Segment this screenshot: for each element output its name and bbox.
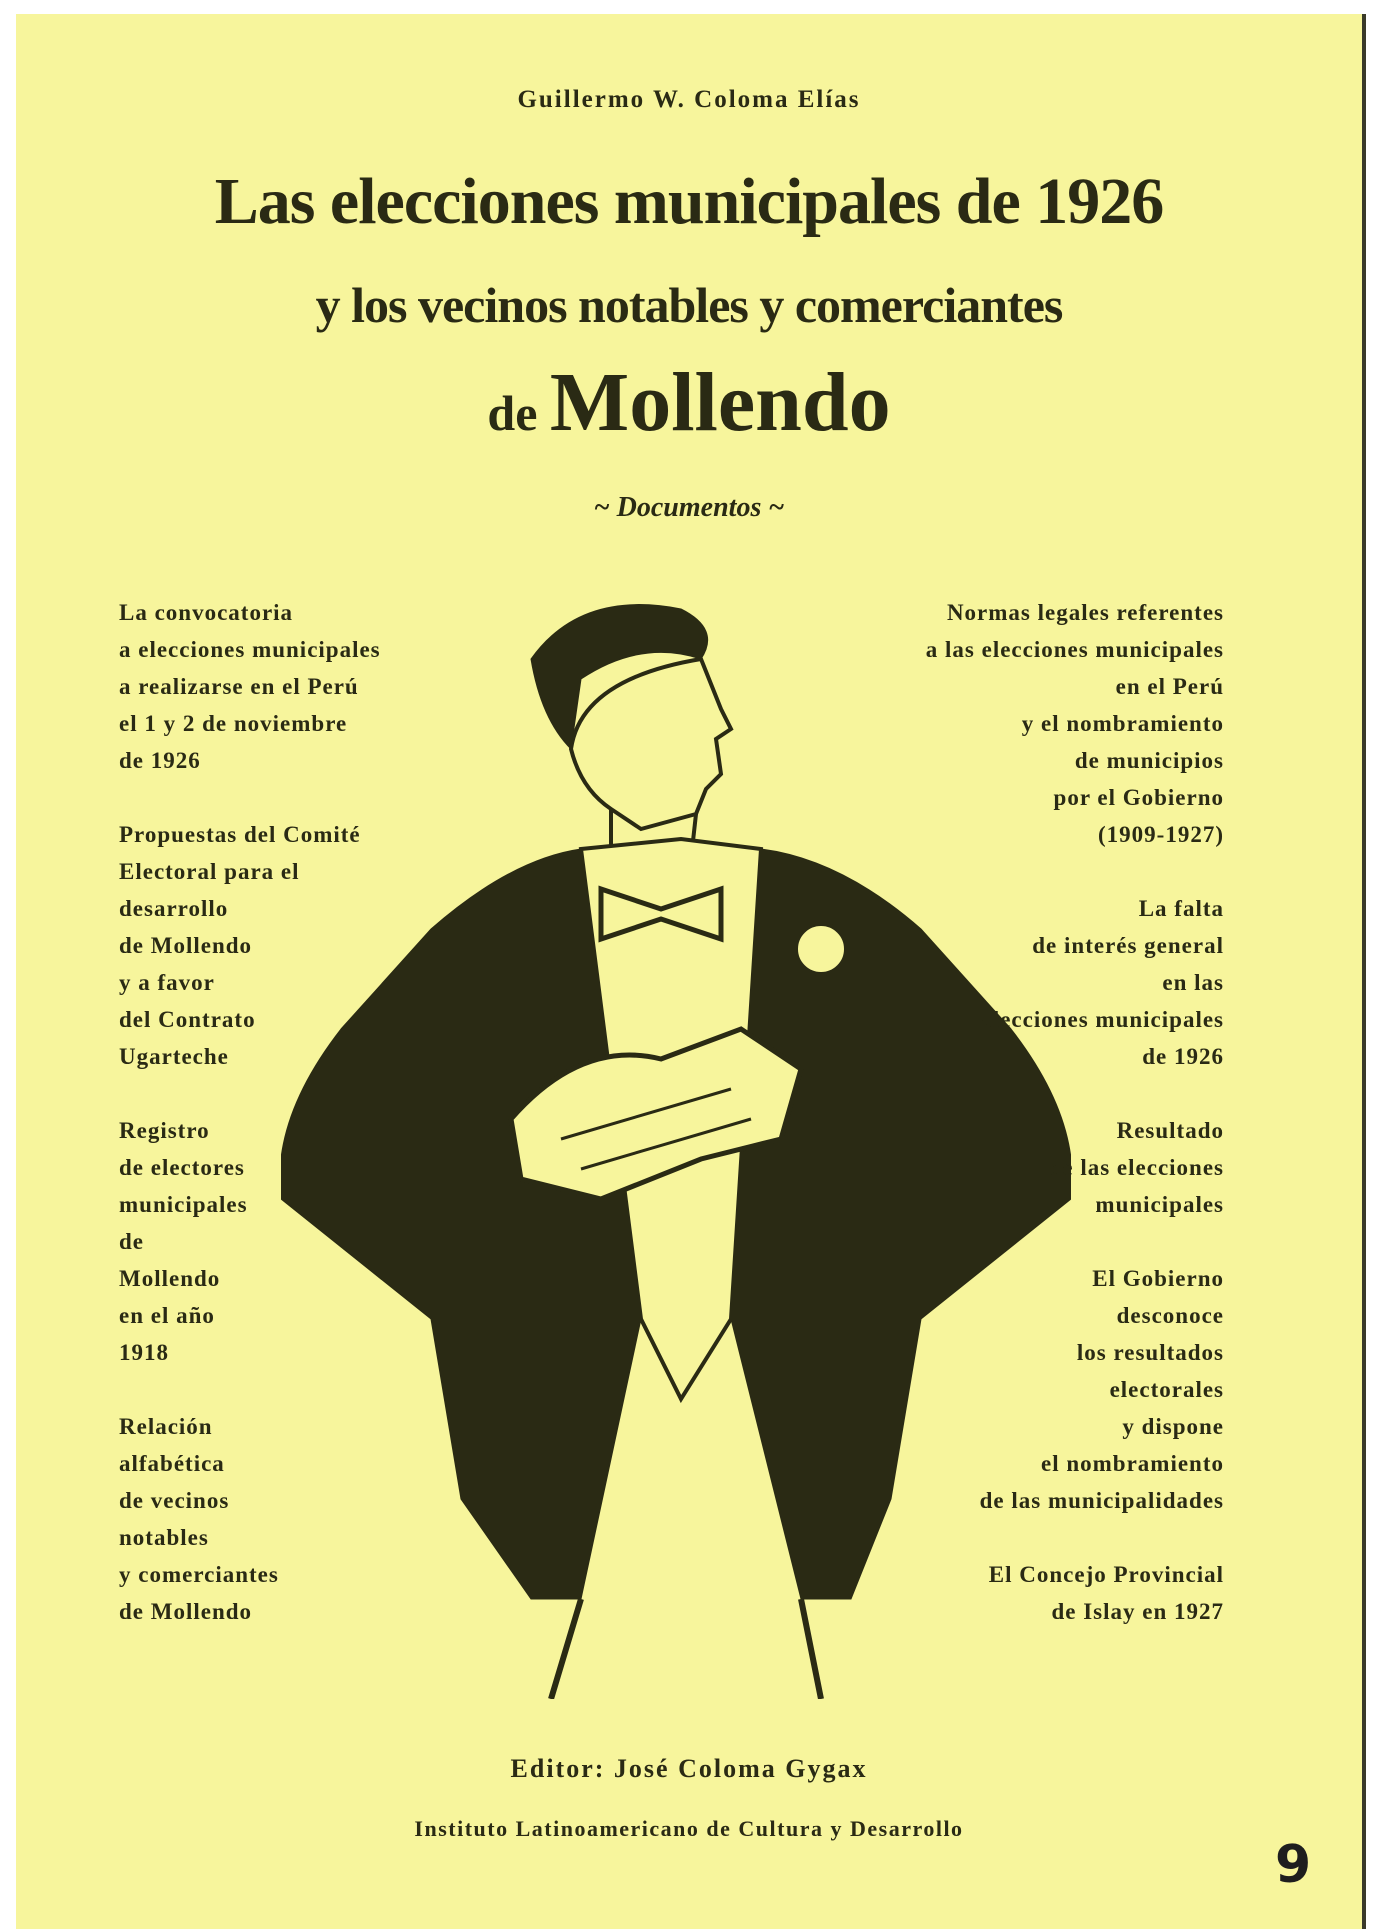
title-line-2: y los vecinos notables y comerciantes bbox=[315, 277, 1063, 333]
topic-line: y el nombramiento bbox=[1021, 711, 1224, 736]
editor-credit: Editor: José Coloma Gygax bbox=[510, 1754, 868, 1783]
topic-line: Electoral para el bbox=[119, 859, 300, 884]
topic-line: El Gobierno bbox=[1092, 1266, 1224, 1291]
topic-line: de Islay en 1927 bbox=[1051, 1599, 1224, 1624]
topic-line: del Contrato bbox=[119, 1007, 256, 1032]
topic-line: y comerciantes bbox=[119, 1562, 279, 1587]
left-topic-2 bbox=[119, 816, 381, 1075]
topic-line: El Concejo Provincial bbox=[988, 1562, 1224, 1587]
topic-line: el nombramiento bbox=[1040, 1451, 1224, 1476]
topic-line: notables bbox=[119, 1525, 209, 1550]
publisher-institute: Instituto Latinoamericano de Cultura y Desarrollo bbox=[414, 1816, 964, 1841]
right-topic-list bbox=[926, 594, 1224, 1667]
topic-line: en el Perú bbox=[1115, 674, 1224, 699]
topic-line: desconoce bbox=[1116, 1303, 1224, 1328]
topic-line: los resultados bbox=[1076, 1340, 1224, 1365]
topic-line: electorales bbox=[1109, 1377, 1224, 1402]
topic-line: en el año bbox=[119, 1303, 215, 1328]
title-mollendo: Mollendo bbox=[549, 356, 891, 449]
topic-line: de Mollendo bbox=[119, 1599, 253, 1624]
topic-line: de 1926 bbox=[1142, 1044, 1224, 1069]
topic-line: 1918 bbox=[119, 1340, 169, 1365]
topic-line: Ugarteche bbox=[119, 1044, 229, 1069]
topic-line: Relación bbox=[119, 1414, 213, 1439]
topic-line: municipales bbox=[1095, 1192, 1224, 1217]
topic-line: de bbox=[119, 1229, 144, 1254]
right-topic-1 bbox=[926, 594, 1224, 853]
left-topic-1 bbox=[119, 594, 381, 779]
topic-line: y a favor bbox=[119, 970, 215, 995]
topic-line: Registro bbox=[119, 1118, 210, 1143]
topic-line: a realizarse en el Perú bbox=[119, 674, 359, 699]
topic-line: alfabética bbox=[119, 1451, 225, 1476]
topic-line: Resultado bbox=[1116, 1118, 1224, 1143]
topic-line: de Mollendo bbox=[119, 933, 253, 958]
left-topic-4 bbox=[119, 1408, 381, 1630]
right-topic-3 bbox=[926, 1112, 1224, 1223]
handwritten-page-number: 9 bbox=[1275, 1835, 1312, 1895]
topic-line: La convocatoria bbox=[119, 600, 294, 625]
topic-line: a elecciones municipales bbox=[119, 637, 381, 662]
topic-line: y dispone bbox=[1122, 1414, 1224, 1439]
title-prefix: de bbox=[487, 385, 538, 441]
topic-line: de municipios bbox=[1074, 748, 1224, 773]
topic-line: de vecinos bbox=[119, 1488, 230, 1513]
topic-line: Normas legales referentes bbox=[946, 600, 1224, 625]
topic-line: a las elecciones municipales bbox=[925, 637, 1224, 662]
topic-line: elecciones municipales bbox=[981, 1007, 1224, 1032]
topic-line: (1909-1927) bbox=[1098, 822, 1224, 847]
topic-line: de interés general bbox=[1032, 933, 1224, 958]
right-topic-5 bbox=[926, 1556, 1224, 1630]
topic-line: de las municipalidades bbox=[979, 1488, 1224, 1513]
topic-line: Mollendo bbox=[119, 1266, 221, 1291]
left-topic-3 bbox=[119, 1112, 381, 1371]
topic-line: de 1926 bbox=[119, 748, 201, 773]
topic-line: el 1 y 2 de noviembre bbox=[119, 711, 348, 736]
right-topic-2 bbox=[926, 890, 1224, 1075]
right-topic-4 bbox=[926, 1260, 1224, 1519]
topic-line: La falta bbox=[1138, 896, 1224, 921]
title-line-1: Las elecciones municipales de 1926 bbox=[214, 165, 1164, 238]
topic-line: de electores bbox=[119, 1155, 245, 1180]
title-line-3 bbox=[16, 354, 1362, 451]
topic-line: desarrollo bbox=[119, 896, 229, 921]
left-topic-list bbox=[119, 594, 381, 1667]
topic-line: de las elecciones bbox=[1048, 1155, 1224, 1180]
topic-line: por el Gobierno bbox=[1053, 785, 1224, 810]
topic-line: municipales bbox=[119, 1192, 248, 1217]
subtitle: ~ Documentos ~ bbox=[593, 492, 785, 523]
topic-line: Propuestas del Comité bbox=[119, 822, 361, 847]
topic-line: en las bbox=[1162, 970, 1224, 995]
book-cover bbox=[16, 14, 1366, 1929]
author-name: Guillermo W. Coloma Elías bbox=[517, 86, 861, 113]
